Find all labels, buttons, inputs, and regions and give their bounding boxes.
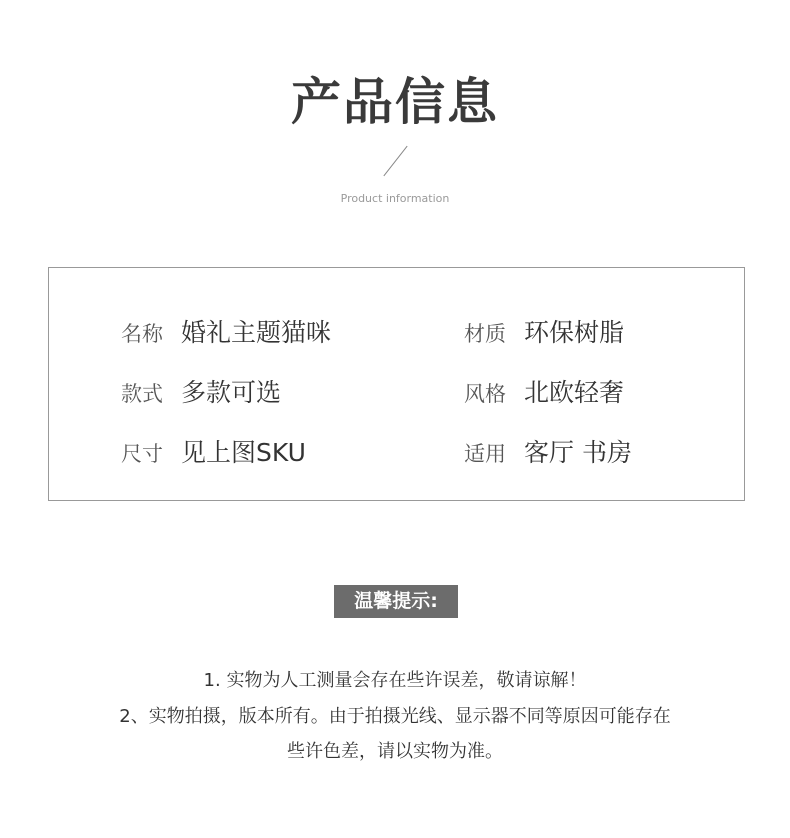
- info-value: 北欧轻奢: [524, 378, 625, 407]
- tip-line-3: 些许色差，请以实物为准。: [287, 741, 503, 762]
- info-value: 客厅 书房: [524, 438, 632, 467]
- page-title: 产品信息: [291, 73, 499, 131]
- info-item-theme: [464, 373, 624, 409]
- info-value: 环保树脂: [524, 318, 625, 347]
- page-subtitle: Product information: [340, 192, 450, 205]
- info-value: 见上图SKU: [181, 438, 306, 467]
- info-item-usage: [464, 433, 632, 469]
- tip-line-1: 1. 实物为人工测量会存在些许误差，敬请谅解！: [203, 670, 587, 691]
- info-label: 风格: [464, 382, 506, 406]
- divider-slash: [383, 146, 407, 177]
- info-label: 材质: [464, 322, 506, 346]
- info-value: 婚礼主题猫咪: [181, 318, 332, 347]
- info-item-material: [464, 313, 624, 349]
- tips-badge: 温馨提示:: [334, 585, 458, 618]
- info-item-style: [121, 373, 281, 409]
- info-value: 多款可选: [181, 378, 282, 407]
- tip-line-2: 2、实物拍摄，版本所有。由于拍摄光线、显示器不同等原因可能存在: [119, 706, 671, 727]
- info-label: 名称: [121, 322, 163, 346]
- product-info-box: [48, 267, 745, 501]
- info-label: 尺寸: [121, 442, 163, 466]
- info-label: 款式: [121, 382, 163, 406]
- info-item-name: [121, 313, 331, 349]
- info-label: 适用: [464, 442, 506, 466]
- info-item-size: [121, 433, 306, 469]
